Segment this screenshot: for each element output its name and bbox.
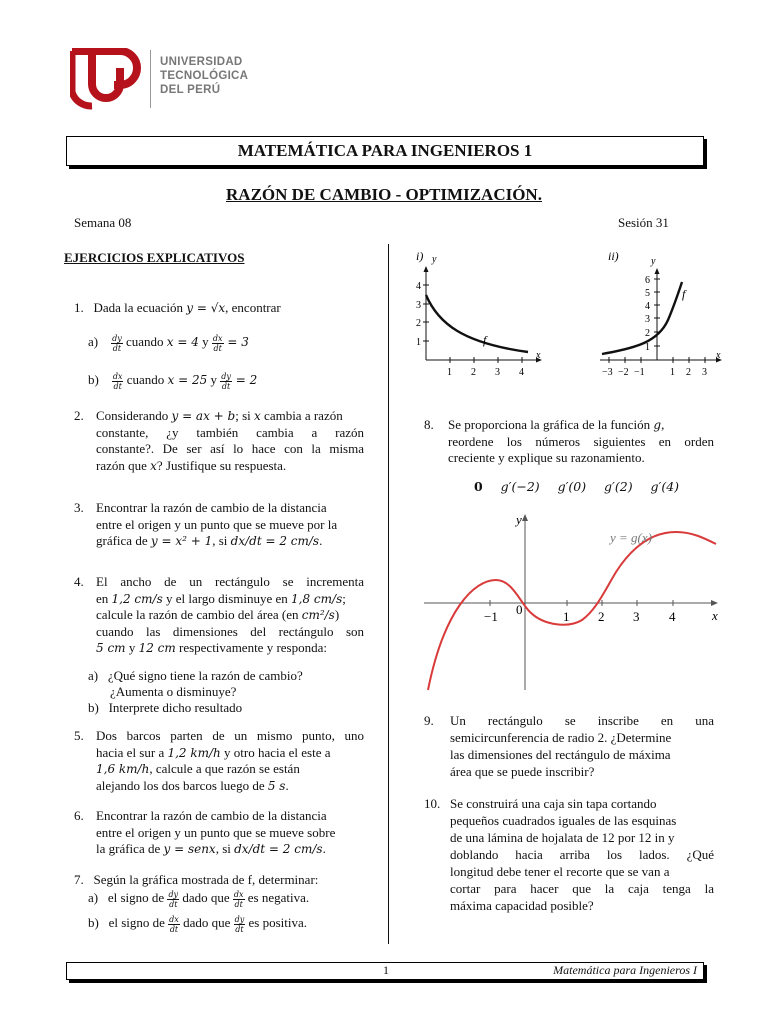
graph-g <box>424 510 724 696</box>
page-number: 1 <box>383 963 389 977</box>
week-label: Semana 08 <box>74 215 132 230</box>
logo-line-3: DEL PERÚ <box>160 84 221 96</box>
session-label: Sesión 31 <box>618 215 669 230</box>
svg-text:2: 2 <box>598 609 605 624</box>
graph-i-curve-label: f <box>483 333 487 347</box>
svg-text:3: 3 <box>702 367 707 378</box>
utp-logo-icon <box>70 48 142 110</box>
logo-line-2: TECNOLÓGICA <box>160 70 249 82</box>
svg-text:−1: −1 <box>634 367 645 378</box>
svg-text:3: 3 <box>633 609 640 624</box>
graph-ii-curve-label: f <box>682 287 686 301</box>
value-gp-2: g′(2) <box>604 479 633 494</box>
graph-g-xlabel: x <box>712 608 718 623</box>
exercise-7b: b) el signo de $\frac{dx}{dt}$ dado que $\frac{dy}{dt}$ es positiva. <box>88 914 307 934</box>
exercise-9: 9. Un rectángulo se inscribe en una semicircunferencia de radio 2. ¿Determine las dimensiones del rectángulo de máxima área que se puede inscribir? <box>424 713 714 779</box>
graph-ii-curve <box>602 282 682 354</box>
svg-text:1: 1 <box>645 342 650 353</box>
svg-text:4: 4 <box>416 281 421 292</box>
value-0: 0 <box>474 479 483 494</box>
svg-text:2: 2 <box>471 367 476 378</box>
svg-text:4: 4 <box>645 301 650 312</box>
svg-text:6: 6 <box>645 275 650 286</box>
exercise-6: 6. Encontrar la razón de cambio de la distancia entre el origen y un punto que se mueve sobre la gráfica de y = senx, si dx/dt = 2 cm/s. <box>74 808 336 856</box>
svg-text:5: 5 <box>645 288 650 299</box>
value-gp-0: g′(0) <box>557 479 587 494</box>
graph-i-ylabel: y <box>432 254 437 265</box>
svg-text:−3: −3 <box>602 367 613 378</box>
university-logo <box>70 48 270 110</box>
exercise-5: 5. Dos barcos parten de un mismo punto, uno hacia el sur a 1,2 km/h y otro hacia el este a 1,6 km/h, calcule a que razón se están alejando los dos barcos luego de 5 s. <box>74 728 364 793</box>
value-gp-m2: g′(−2) <box>500 479 540 494</box>
svg-text:4: 4 <box>519 367 524 378</box>
graph-ii-ylabel: y <box>651 256 656 267</box>
svg-text:0: 0 <box>516 602 523 617</box>
graph-i <box>412 248 546 380</box>
exercise-1a: a) $\frac{dy}{dt}$ cuando x = 4 y $\frac{dx}{dt}$ = 3 <box>88 333 249 353</box>
footer-course: Matemática para Ingenieros I <box>553 963 697 977</box>
svg-text:−1: −1 <box>484 609 498 624</box>
graph-i-yticks <box>416 281 429 348</box>
svg-text:2: 2 <box>686 367 691 378</box>
svg-text:1: 1 <box>563 609 570 624</box>
exercise-1b: b) $\frac{dx}{dt}$ cuando x = 25 y $\frac{dy}{dt}$ = 2 <box>88 371 258 391</box>
svg-text:2: 2 <box>645 328 650 339</box>
exercise-3: 3. Encontrar la razón de cambio de la distancia entre el origen y un punto que se mueve por la gráfica de y = x² + 1, si dx/dt = 2 cm/s. <box>74 500 338 548</box>
graph-i-xlabel: x <box>536 350 541 361</box>
graph-i-curve <box>426 295 528 352</box>
exercise-10: 10. Se construirá una caja sin tapa cortando pequeños cuadrados iguales de las esquinas de una lámina de hojalata de 12 por 12 in y doblando hacia arriba los lados. ¿Qué longitud debe tener el recorte que se van a cortar para hacer que la caja tenga la máxima capacidad posible? <box>424 796 714 913</box>
exercise-7a: a) el signo de $\frac{dy}{dt}$ dado que $\frac{dx}{dt}$ es negativa. <box>88 889 310 909</box>
svg-text:1: 1 <box>670 367 675 378</box>
page-footer <box>66 962 704 980</box>
graph-i-label: i) <box>416 249 424 263</box>
exercise-7: 7. Según la gráfica mostrada de f, determinar: <box>74 872 319 887</box>
document-title: MATEMÁTICA PARA INGENIEROS 1 <box>66 136 704 166</box>
section-heading: EJERCICIOS EXPLICATIVOS <box>64 250 245 265</box>
column-divider <box>388 244 389 944</box>
graph-ii <box>596 248 730 380</box>
svg-text:3: 3 <box>495 367 500 378</box>
svg-text:1: 1 <box>447 367 452 378</box>
svg-text:4: 4 <box>669 609 676 624</box>
exercise-4: 4. El ancho de un rectángulo se incrementa en 1,2 cm/s y el largo disminuye en 1,8 cm/s; calcule la razón de cambio del área (en cm²/s) cuando las dimensiones del rectángulo son 5 cm y 12 cm respectivamente y responda: <box>74 574 364 655</box>
graph-g-curve-label: y = g(x) <box>610 530 652 545</box>
exercise-4-subitems: a) ¿Qué signo tiene la razón de cambio? ¿Aumenta o disminuye? b) Interprete dicho resultado <box>88 668 303 715</box>
svg-text:−2: −2 <box>618 367 629 378</box>
graph-ii-label: ii) <box>608 249 619 263</box>
exercise-8-values <box>474 479 679 494</box>
exercise-2: 2. Considerando y = ax + b; si x cambia a razón constante, ¿y también cambia a razón constante?. De ser así lo hace con la misma razón que x? Justifique su respuesta. <box>74 408 364 473</box>
document-subtitle: RAZÓN DE CAMBIO - OPTIMIZACIÓN. <box>226 185 542 204</box>
svg-text:3: 3 <box>416 300 421 311</box>
logo-line-1: UNIVERSIDAD <box>160 56 243 68</box>
exercise-1: 1. Dada la ecuación y = √x, encontrar <box>74 300 281 315</box>
graph-ii-xlabel: x <box>716 350 721 361</box>
svg-text:1: 1 <box>416 337 421 348</box>
svg-text:2: 2 <box>416 318 421 329</box>
exercise-8: 8. Se proporciona la gráfica de la función g, reordene los números siguientes en orden creciente y explique su razonamiento. <box>424 417 714 465</box>
svg-text:3: 3 <box>645 314 650 325</box>
graph-g-ylabel: y <box>516 512 522 527</box>
value-gp-4: g′(4) <box>650 479 680 494</box>
